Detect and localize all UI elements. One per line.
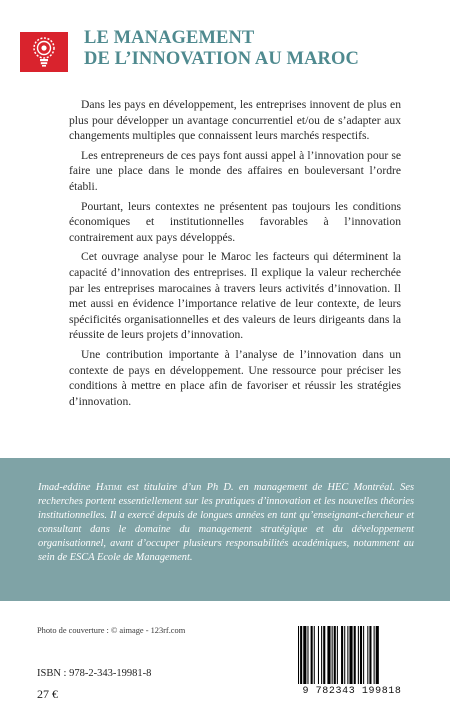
blurb-paragraph: Cet ouvrage analyse pour le Maroc les facteurs qui déterminent la capacité d’innovation des entreprises. Il explique la valeur recherchée par les entreprises marocaines à travers leurs activités d’innovation. Il met aussi en évidence l’importance relative de leur contexte, de leurs spécificités organisationnelles et des valeurs de leurs dirigeants dans la réussite de leurs projets d’innovation. xyxy=(69,250,401,342)
barcode-bar xyxy=(374,626,375,684)
barcode-number: 9 782343 199818 xyxy=(302,686,402,697)
header xyxy=(20,26,440,74)
blurb-paragraph: Dans les pays en développement, les entreprises innovent de plus en plus pour développer un avantage concurrentiel et/ou de s’adapter aux changements multiples que connaissent leurs marchés respectifs. xyxy=(69,98,401,143)
photo-credit: Photo de couverture : © aimage - 123rf.com xyxy=(37,626,186,635)
barcode-bar xyxy=(354,626,356,684)
barcode-bar xyxy=(303,626,306,684)
author-bio-band xyxy=(0,458,450,601)
barcode-bar xyxy=(341,626,343,684)
publisher-logo xyxy=(20,32,68,72)
barcode-bar xyxy=(360,626,362,684)
barcode-bar xyxy=(344,626,345,684)
blurb xyxy=(69,97,401,413)
barcode-bar xyxy=(327,626,330,684)
barcode-bar xyxy=(363,626,364,684)
barcode-bar xyxy=(334,626,336,684)
price: 27 € xyxy=(37,687,58,701)
author-bio xyxy=(38,481,414,565)
author-bio-text: est titulaire d’un Ph D. en management de HEC Montréal. Ses recherches portent essentiellement sur les pratiques d’innovation et les nouvelles théories institutionnelles. Il a exercé depuis de longues années en tant qu’enseignant-chercheur et consultant dans le domaine du management stratégique et du développement organisationnel, avant d’occuper plusieurs responsabilités académiques, notamment au sein de ESCA Ecole de Management. xyxy=(38,482,415,563)
title-line-1: LE MANAGEMENT xyxy=(84,28,255,48)
author-first-name: Imad-eddine xyxy=(38,482,96,493)
barcode-bar xyxy=(318,626,319,684)
barcode-bar xyxy=(337,626,338,684)
lightbulb-gear-icon xyxy=(29,36,59,68)
barcode-bar xyxy=(367,626,368,684)
barcode-bar xyxy=(323,626,325,684)
blurb-paragraph: Les entrepreneurs de ces pays font aussi appel à l’innovation pour se faire une place dans le monde des affaires en bouleversant l’ordre établi. xyxy=(69,148,401,193)
barcode-bar xyxy=(321,626,322,684)
barcode-bar xyxy=(349,626,352,684)
barcode-bar xyxy=(298,626,299,684)
barcode-bar xyxy=(376,626,379,684)
barcode-bar xyxy=(358,626,359,684)
barcode-bar xyxy=(347,626,348,684)
barcode-bar xyxy=(311,626,313,684)
barcode-bar xyxy=(307,626,308,684)
barcode-bar xyxy=(369,626,371,684)
barcode-bar xyxy=(314,626,315,684)
barcode-bar xyxy=(300,626,302,684)
title-line-2: DE L’INNOVATION AU MAROC xyxy=(84,49,359,69)
author-last-name: Hatimi xyxy=(95,482,122,493)
book-title xyxy=(84,28,359,70)
blurb-paragraph: Pourtant, leurs contextes ne présentent pas toujours les conditions économiques et institutionnelles favorables à l’innovation contrairement aux pays développés. xyxy=(69,199,401,244)
barcode-bar xyxy=(332,626,333,684)
barcode xyxy=(288,622,416,702)
isbn: ISBN : 978-2-343-19981-8 xyxy=(37,668,152,679)
barcode-bars xyxy=(298,626,406,686)
blurb-paragraph: Une contribution importante à l’analyse de l’innovation dans un contexte de pays en développement. Une ressource pour préciser les conditions à mettre en place afin de favoriser et réussir les stratégies d’innovation. xyxy=(69,347,401,408)
